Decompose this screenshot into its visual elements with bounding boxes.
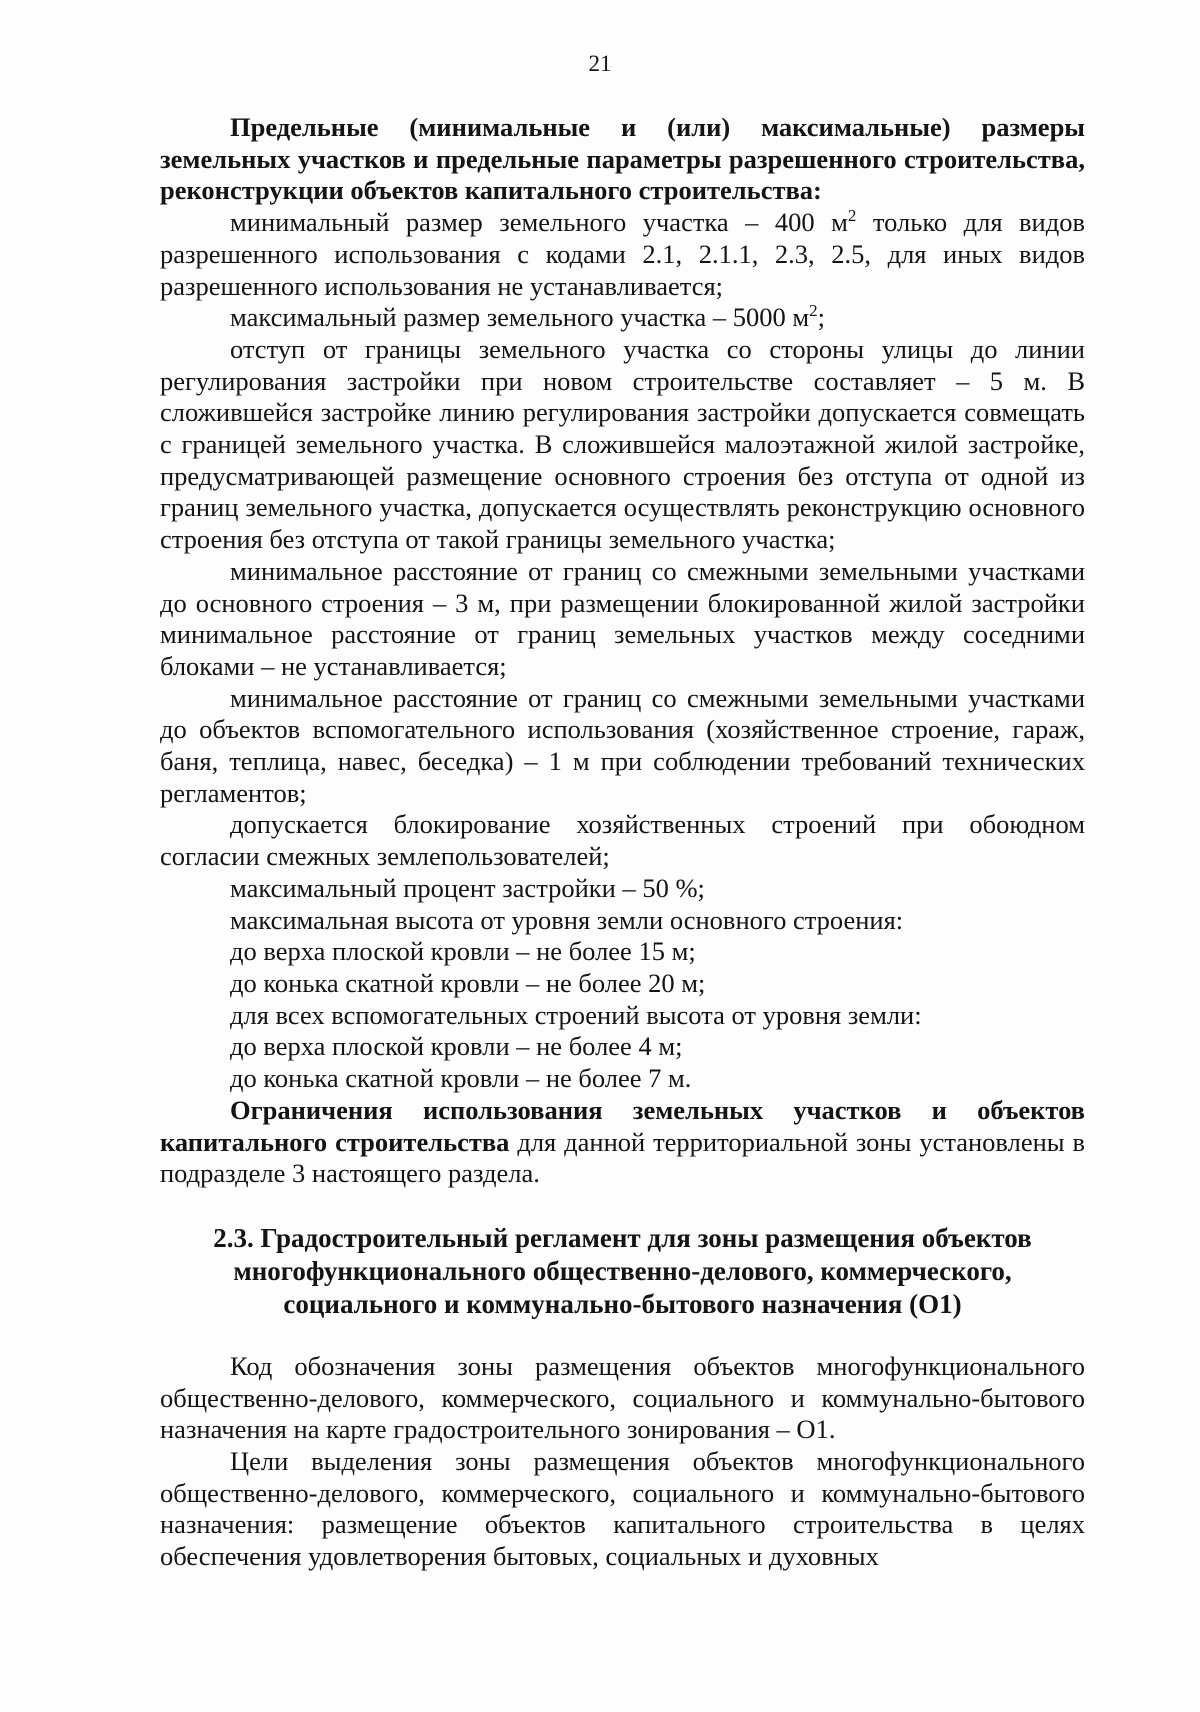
paragraph-max-coverage: максимальный процент застройки – 50 %; — [230, 872, 705, 903]
paragraph-pitched-roof-auxiliary: до конька скатной кровли – не более 7 м. — [230, 1063, 692, 1094]
paragraph-pitched-roof-main: до конька скатной кровли – не более 20 м; — [230, 967, 706, 998]
paragraph-flat-roof-auxiliary: до верха плоской кровли – не более 4 м; — [230, 1031, 683, 1062]
heading-line-3: социального и коммунально-бытового назначения (О1) — [283, 1288, 962, 1319]
heading-line-2: многофункционального общественно-делового, коммерческого, — [233, 1255, 1012, 1286]
paragraph-zone-goals: Цели выделения зоны размещения объектов многофункционального общественно-делового, коммерческого, социального и коммунально-бытового назначения: размещение объектов капитального строительства в целях обеспечения удовлетворения бытовых, социальных и духовных — [160, 1446, 1085, 1572]
section-title-limits: Предельные (минимальные и (или) максимальные) размеры земельных участков и предельные параметры разрешенного строительства, реконструкции объектов капитального строительства: — [160, 112, 1085, 206]
paragraph-blocking: допускается блокирование хозяйственных строений при обоюдном согласии смежных землепользователей; — [160, 809, 1085, 872]
paragraph-restrictions — [160, 1095, 1085, 1190]
paragraph-height-auxiliary: для всех вспомогательных строений высота от уровня земли: — [230, 999, 922, 1030]
paragraph-min-plot-size — [160, 207, 1085, 302]
max-plot-size-text-rest: ; — [817, 302, 825, 333]
superscript-2: 2 — [809, 301, 818, 321]
restrictions-text: для данной территориальной зоны установлены в подразделе 3 настоящего раздела. — [160, 1126, 1085, 1189]
paragraph-zone-code: Код обозначения зоны размещения объектов многофункционального общественно-делового, коммерческого, социального и коммунально-бытового назначения на карте градостроительного зонирования – О1. — [160, 1350, 1085, 1445]
document-body — [160, 112, 1085, 1573]
paragraph-setback: отступ от границы земельного участка со стороны улицы до линии регулирования застройки при новом строительстве составляет – 5 м. В сложившейся застройке линию регулирования застройки допускается совмещать с границей земельного участка. В сложившейся малоэтажной жилой застройке, предусматривающей размещение основного строения без отступа от одной из границ земельного участка, допускается осуществлять реконструкцию основного строения без отступа от такой границы земельного участка; — [160, 333, 1085, 555]
heading-line-1: 2.3. Градостроительный регламент для зоны размещения объектов — [213, 1222, 1032, 1253]
paragraph-max-plot-size — [160, 302, 1085, 334]
paragraph-max-height-main: максимальная высота от уровня земли основного строения: — [230, 904, 904, 935]
paragraph-min-distance-main: минимальное расстояние от границ со смежными земельными участками до основного строения – 3 м, при размещении блокированной жилой застройки минимальное расстояние от границ земельных участков между соседними блоками – не устанавливается; — [160, 555, 1085, 681]
paragraph-min-distance-auxiliary: минимальное расстояние от границ со смежными земельными участками до объектов вспомогательного использования (хозяйственное строение, гараж, баня, теплица, навес, беседка) – 1 м при соблюдении требований технических регламентов; — [160, 682, 1085, 808]
page-number: 21 — [588, 51, 612, 76]
superscript-2: 2 — [847, 206, 857, 226]
max-plot-size-text: максимальный размер земельного участка – 5000 м — [230, 302, 810, 333]
min-plot-size-text-rest: только для видов разрешенного использования с кодами 2.1, 2.1.1, 2.3, 2.5, для иных видов разрешенного использования не устанавливается; — [160, 207, 1085, 301]
section-heading-o1 — [160, 1222, 1085, 1321]
paragraph-flat-roof-main: до верха плоской кровли – не более 15 м; — [230, 936, 696, 967]
restrictions-bold-text: Ограничения использования земельных участков и объектов капитального строительства — [160, 1094, 1085, 1157]
min-plot-size-text: минимальный размер земельного участка – 400 м — [230, 207, 848, 238]
